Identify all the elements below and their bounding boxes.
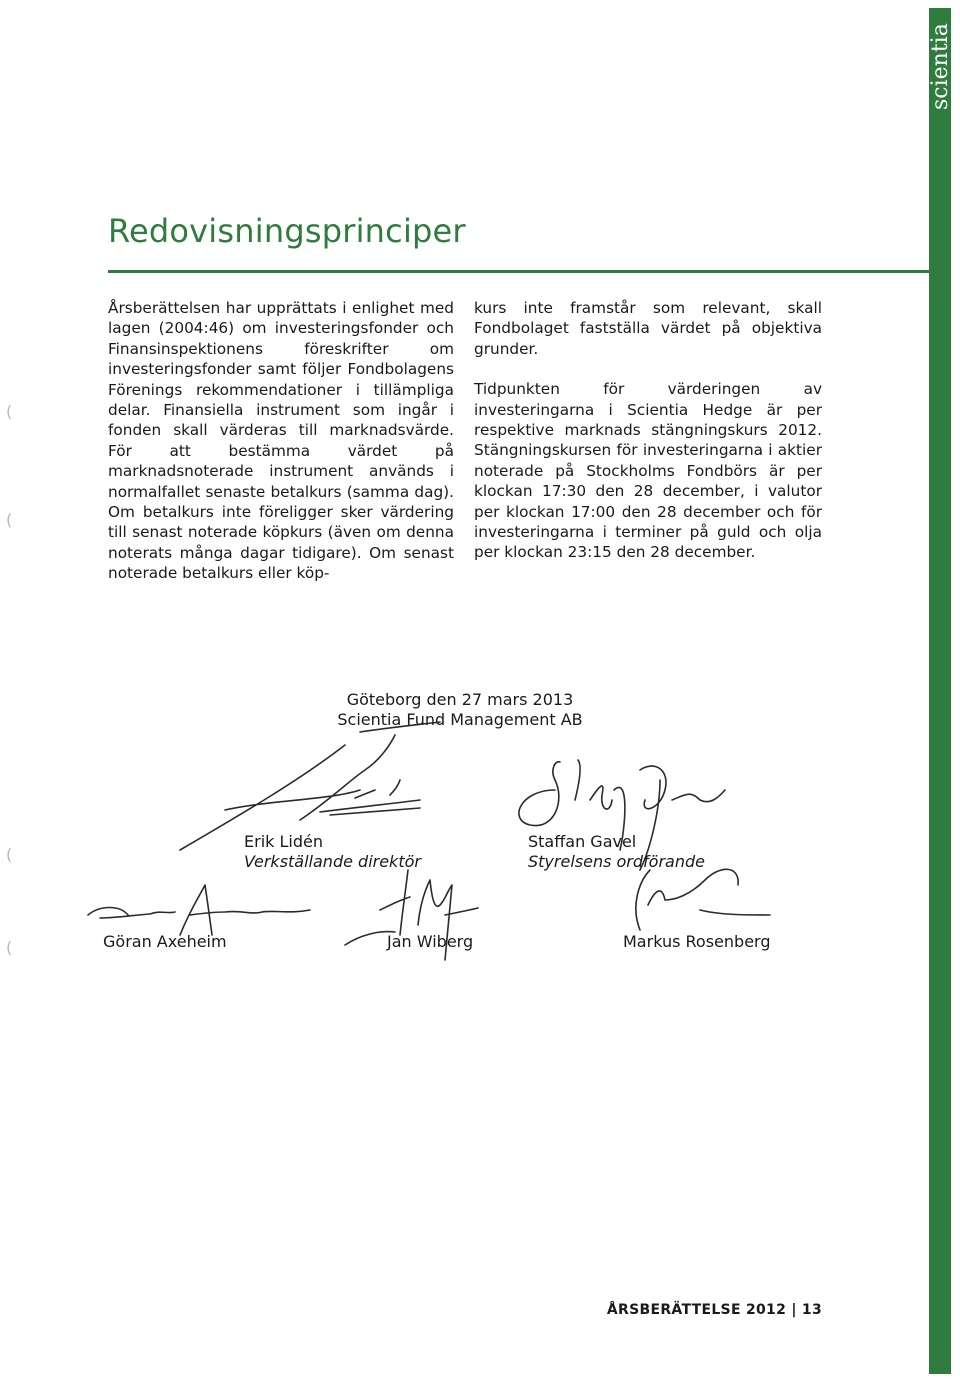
page-title: Redovisningsprinciper — [108, 212, 466, 250]
signatory-name: Jan Wiberg — [387, 932, 474, 951]
body-paragraph: Årsberättelsen har upprättats i enlighet med lagen (2004:46) om investeringsfonder och Finansinspektionens föreskrifter om investeringsfonder samt följer Fondbolagens Förenings rekommendationer i tillämpliga delar. Finansiella instrument som ingår i fonden skall värderas till marknadsvärde. För att bestämma värdet på marknadsnoterade instrument används i normalfallet senaste betalkurs (samma dag). Om betalkurs inte föreligger sker värdering till senast noterade köpkurs (även om denna noterats många dagar tidigare). Om senast noterade betalkurs eller köp- — [108, 299, 454, 583]
body-paragraph: Tidpunkten för värderingen av investeringarna i Scientia Hedge är per respektive marknads stängningskurs 2012. Stängningskursen för investeringarna i aktier noterade på Stockholms Fondbörs är per klockan 17:30 den 28 december, i valutor per klockan 17:00 den 28 december och för investeringarna i terminer på guld och olja per klockan 23:15 den 28 december. — [474, 380, 822, 562]
margin-bracket-mark: ( — [6, 845, 13, 864]
margin-bracket-mark: ( — [6, 510, 13, 529]
signature-markus-rosenberg — [636, 869, 770, 930]
signatory-role: Verkställande direktör — [244, 852, 421, 871]
signatory-name: Staffan Gavel — [528, 832, 637, 851]
margin-bracket-mark: ( — [6, 938, 13, 957]
title-divider — [108, 270, 930, 273]
signatory-name: Göran Axeheim — [103, 932, 227, 951]
margin-bracket-mark: ( — [6, 402, 13, 421]
body-paragraph: kurs inte framstår som relevant, skall Fondbolaget fastställa värdet på objektiva grunder. — [474, 299, 822, 358]
brand-bar — [929, 8, 951, 1374]
body-column-left — [108, 298, 454, 604]
brand-logo: scientia — [928, 23, 953, 110]
signature-goran-axeheim — [88, 885, 310, 935]
page-footer: ÅRSBERÄTTELSE 2012 | 13 — [606, 1302, 822, 1318]
signature-erik-liden — [180, 722, 440, 850]
signatory-name: Erik Lidén — [244, 832, 323, 851]
signing-place-date: Göteborg den 27 mars 2013 — [346, 690, 574, 709]
signatory-name: Markus Rosenberg — [623, 932, 771, 951]
signatory-role: Styrelsens ordförande — [528, 852, 705, 871]
body-column-right — [474, 298, 822, 583]
signing-company: Scientia Fund Management AB — [337, 710, 583, 729]
